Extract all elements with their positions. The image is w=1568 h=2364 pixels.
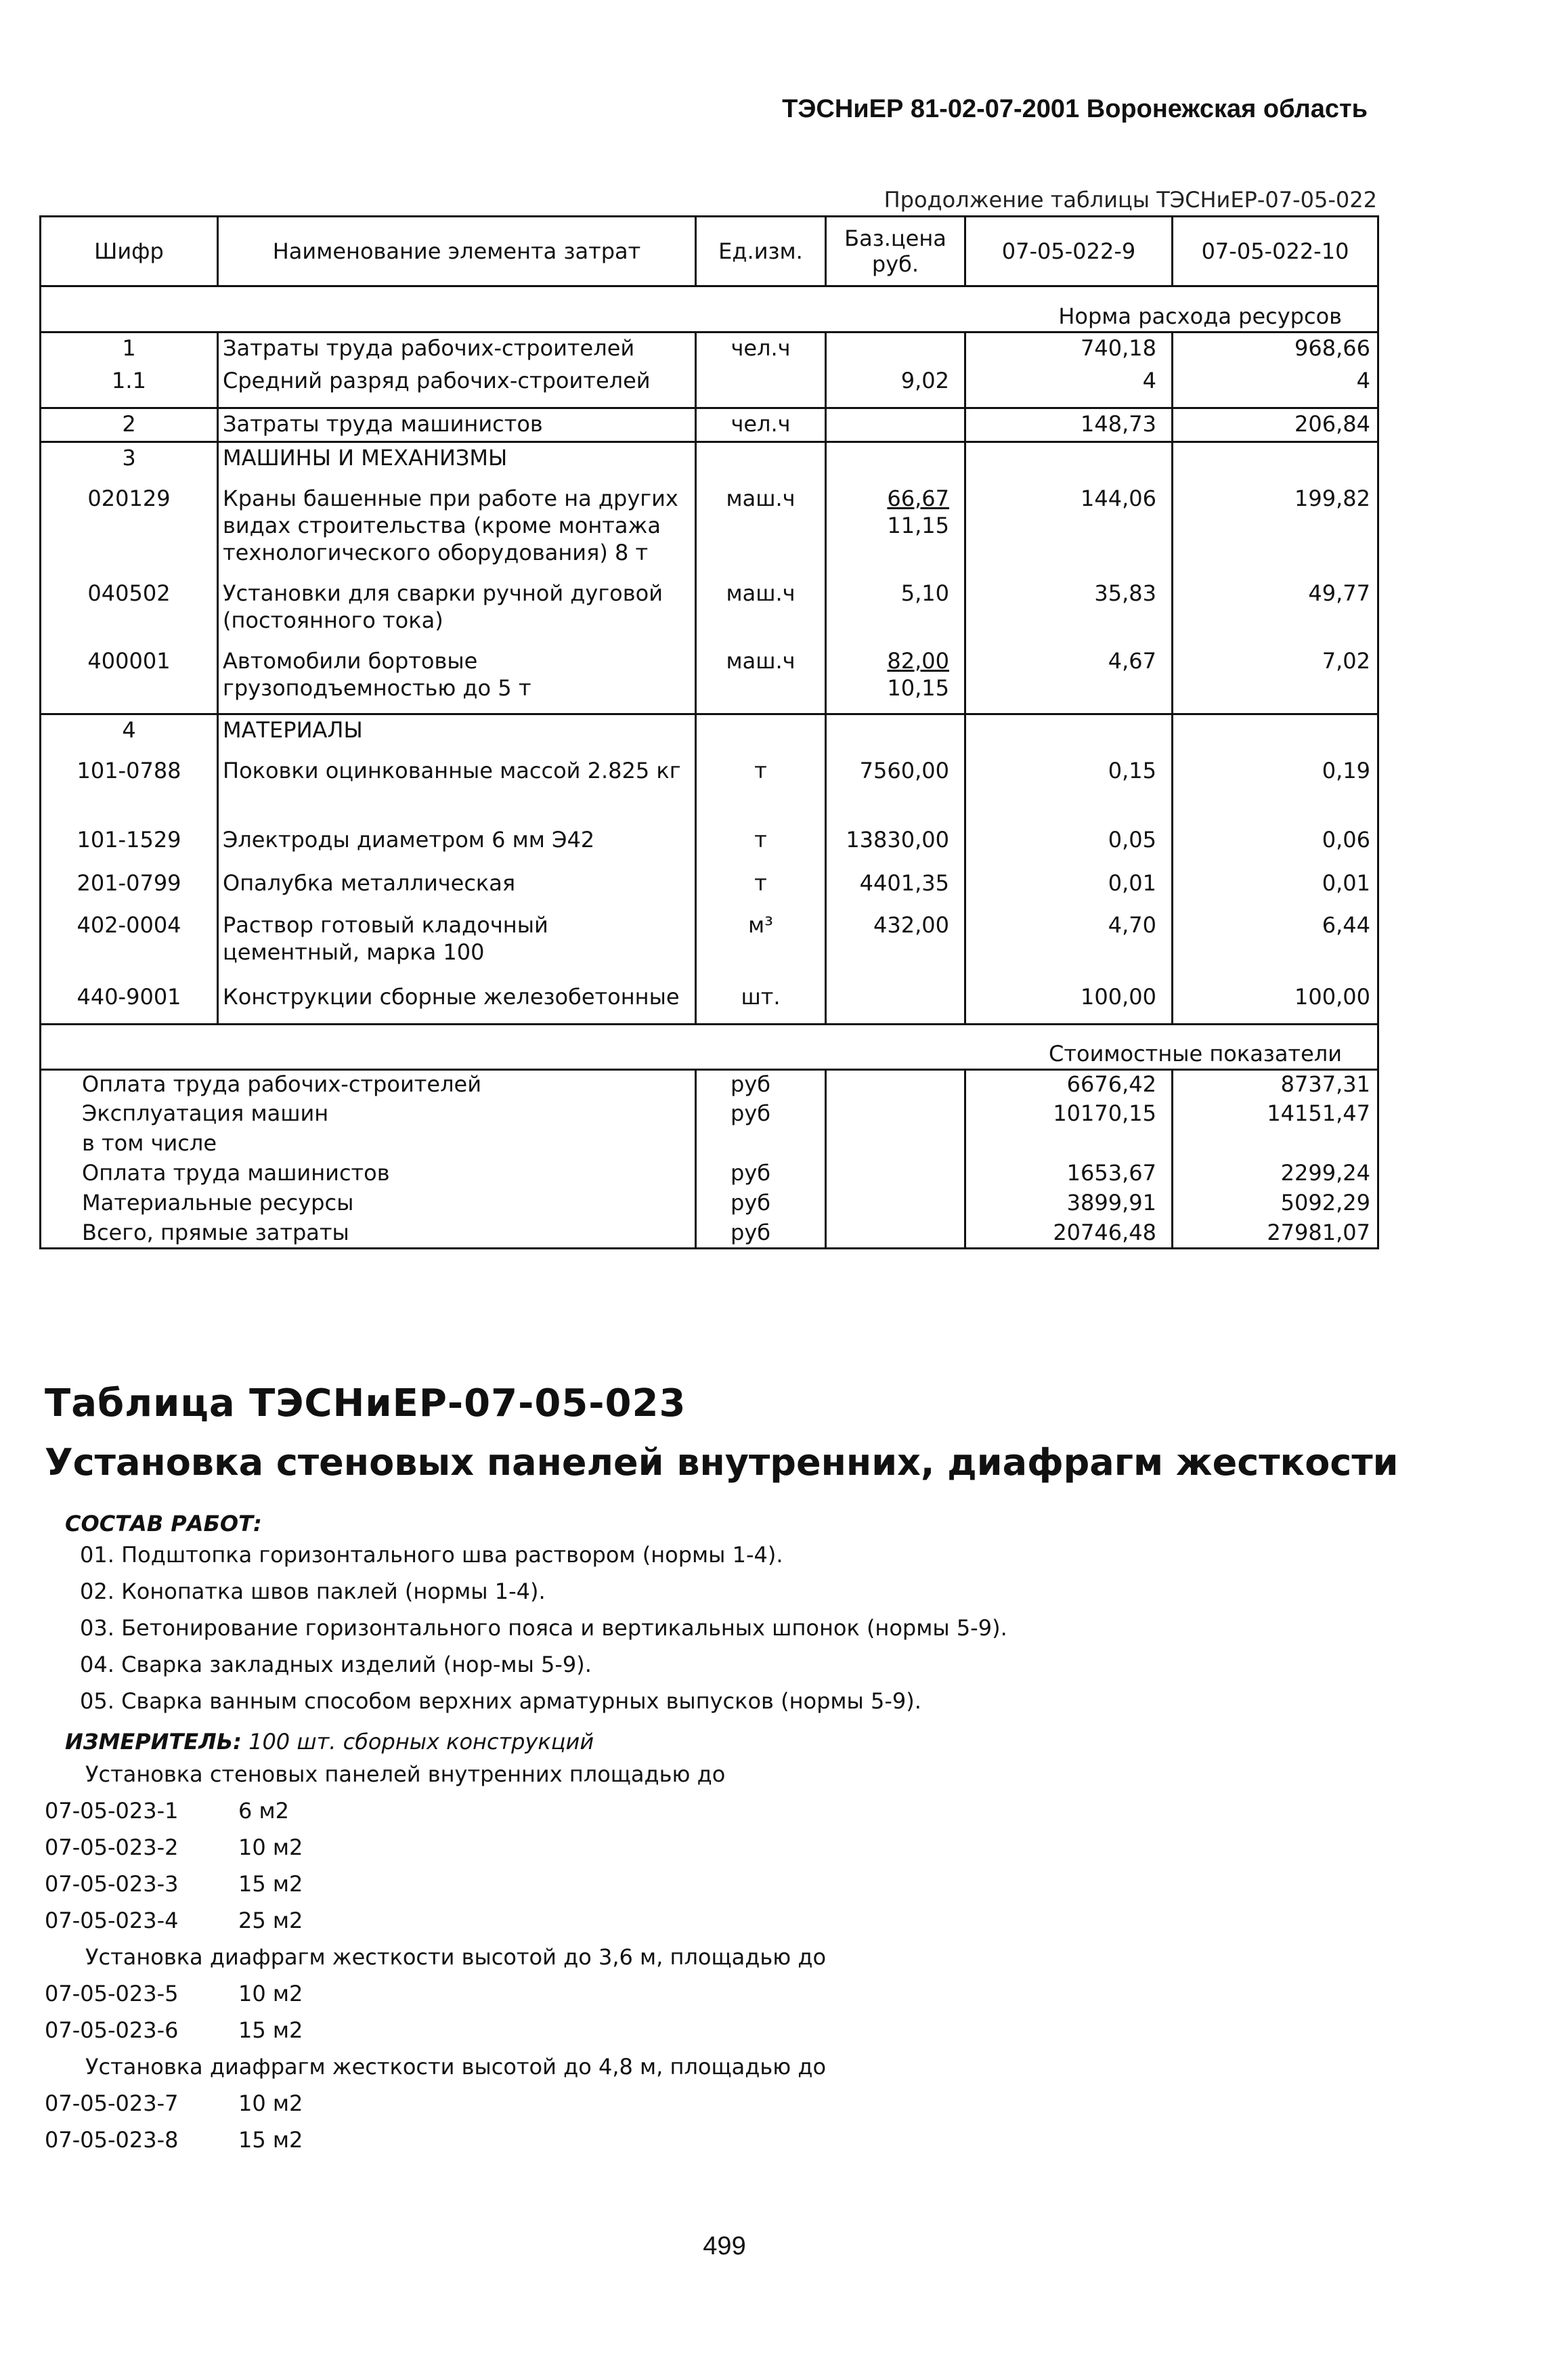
row-value-2: 100,00 (1173, 982, 1378, 1024)
summary-name: Всего, прямые затраты (41, 1219, 696, 1249)
norm-area: 10 м2 (238, 2090, 303, 2116)
row-value-1: 148,73 (965, 408, 1173, 442)
row-code: 400001 (41, 646, 218, 714)
row-price (826, 646, 965, 714)
summary-name: Материальные ресурсы (41, 1189, 696, 1219)
measure-line (65, 1728, 594, 1755)
row-price (826, 578, 965, 646)
summary-row (41, 1219, 1378, 1249)
row-value-1: 740,18 (965, 332, 1173, 366)
norm-area: 25 м2 (238, 1908, 303, 1933)
row-price-value: 13830,00 (846, 827, 949, 853)
row-price (826, 332, 965, 366)
resource-table (39, 215, 1379, 1249)
row-value-1: 35,83 (965, 578, 1173, 646)
norm-area: 15 м2 (238, 1871, 303, 1897)
table-row (41, 756, 1378, 825)
summary-unit: руб (696, 1100, 826, 1130)
header-unit: Ед.изм. (696, 217, 826, 286)
summary-value-1: 20746,48 (965, 1219, 1173, 1249)
row-unit: маш.ч (696, 483, 826, 578)
row-unit (696, 366, 826, 408)
row-name: Конструкции сборные железобетонные (218, 982, 696, 1024)
summary-value-2: 27981,07 (1173, 1219, 1378, 1249)
norm-item (45, 1980, 1128, 2017)
row-value-2 (1173, 442, 1378, 483)
row-name: Средний разряд рабочих-строителей (218, 366, 696, 408)
row-name: МАТЕРИАЛЫ (218, 714, 696, 756)
norm-code: 07-05-023-4 (45, 1908, 179, 1933)
summary-value-2: 5092,29 (1173, 1189, 1378, 1219)
row-price-value: 5,10 (900, 580, 949, 606)
summary-value-1: 3899,91 (965, 1189, 1173, 1219)
row-code: 1 (41, 332, 218, 366)
norm-area: 15 м2 (238, 2127, 303, 2153)
row-unit: т (696, 825, 826, 868)
row-value-2: 7,02 (1173, 646, 1378, 714)
norm-item (45, 1870, 1128, 1907)
row-price-extra: 11,15 (887, 513, 949, 538)
row-price (826, 714, 965, 756)
row-value-2: 4 (1173, 366, 1378, 408)
row-value-1: 0,15 (965, 756, 1173, 825)
norm-code: 07-05-023-5 (45, 1981, 179, 2006)
norm-code: 07-05-023-6 (45, 2017, 179, 2043)
summary-unit: руб (696, 1159, 826, 1189)
row-unit (696, 442, 826, 483)
summary-row (41, 1130, 1378, 1159)
row-name: Раствор готовый кладочный цементный, марка 100 (218, 910, 696, 982)
row-value-1: 144,06 (965, 483, 1173, 578)
summary-unit: руб (696, 1189, 826, 1219)
norm-label-row (41, 301, 1378, 332)
row-value-1: 4,70 (965, 910, 1173, 982)
row-unit: м³ (696, 910, 826, 982)
summary-value-1 (965, 1130, 1173, 1159)
row-price-value: 9,02 (900, 368, 949, 393)
row-value-2 (1173, 714, 1378, 756)
row-value-1: 4 (965, 366, 1173, 408)
norm-item (45, 2126, 1128, 2163)
row-name: Затраты труда рабочих-строителей (218, 332, 696, 366)
summary-row (41, 1159, 1378, 1189)
row-price (826, 982, 965, 1024)
summary-price (826, 1189, 965, 1219)
summary-name: Оплата труда машинистов (41, 1159, 696, 1189)
works-label: СОСТАВ РАБОТ: (65, 1511, 262, 1536)
row-value-1: 0,01 (965, 868, 1173, 910)
norm-groups (45, 1761, 1128, 2163)
summary-unit: руб (696, 1070, 826, 1100)
works-list (80, 1541, 1007, 1724)
work-item: 01. Подштопка горизонтального шва раствором (нормы 1-4). (80, 1542, 783, 1568)
norm-area: 10 м2 (238, 1981, 303, 2006)
row-price (826, 756, 965, 825)
row-unit: т (696, 756, 826, 825)
row-name: Краны башенные при работе на других видах строительства (кроме монтажа технологического оборудования) 8 т (218, 483, 696, 578)
table2-title: Таблица ТЭСНиЕР-07-05-023 (45, 1381, 687, 1425)
norm-item (45, 1797, 1128, 1834)
continuation-caption: Продолжение таблицы ТЭСНиЕР-07-05-022 (884, 187, 1377, 213)
group-heading: Установка диафрагм жесткости высотой до 4,8 м, площадью до (85, 2054, 827, 2080)
row-code: 440-9001 (41, 982, 218, 1024)
header-code: Шифр (41, 217, 218, 286)
summary-value-2: 2299,24 (1173, 1159, 1378, 1189)
row-unit: чел.ч (696, 332, 826, 366)
header-col1: 07-05-022-9 (965, 217, 1173, 286)
row-code: 040502 (41, 578, 218, 646)
row-unit: чел.ч (696, 408, 826, 442)
table-row (41, 578, 1378, 646)
summary-row (41, 1189, 1378, 1219)
row-code: 3 (41, 442, 218, 483)
resource-rows (41, 332, 1378, 1024)
row-code: 101-1529 (41, 825, 218, 868)
row-value-2: 0,19 (1173, 756, 1378, 825)
norm-area: 10 м2 (238, 1834, 303, 1860)
norm-item (45, 1834, 1128, 1870)
summary-value-1: 6676,42 (965, 1070, 1173, 1100)
summary-unit (696, 1130, 826, 1159)
row-unit: шт. (696, 982, 826, 1024)
row-value-2: 199,82 (1173, 483, 1378, 578)
row-price (826, 366, 965, 408)
table-row (41, 868, 1378, 910)
group-heading: Установка стеновых панелей внутренних площадью до (85, 1761, 726, 1787)
row-name: Опалубка металлическая (218, 868, 696, 910)
page-number: 499 (703, 2232, 746, 2260)
cost-label-row (41, 1039, 1378, 1070)
work-item: 03. Бетонирование горизонтального пояса и вертикальных шпонок (нормы 5-9). (80, 1615, 1007, 1641)
row-value-2: 49,77 (1173, 578, 1378, 646)
row-price-extra: 10,15 (887, 675, 949, 701)
row-price-value: 7560,00 (859, 758, 949, 783)
row-name: Автомобили бортовые грузоподъемностью до 5 т (218, 646, 696, 714)
row-price (826, 868, 965, 910)
spacer-row (41, 286, 1378, 301)
cost-label: Стоимостные показатели (41, 1039, 1378, 1070)
table-row (41, 408, 1378, 442)
summary-name: Оплата труда рабочих-строителей (41, 1070, 696, 1100)
norm-code: 07-05-023-3 (45, 1871, 179, 1897)
norm-code: 07-05-023-8 (45, 2127, 179, 2153)
summary-value-1: 10170,15 (965, 1100, 1173, 1130)
work-item: 05. Сварка ванным способом верхних арматурных выпусков (нормы 5-9). (80, 1688, 921, 1714)
measure-value: 100 шт. сборных конструкций (248, 1729, 594, 1755)
table-row (41, 910, 1378, 982)
row-code: 020129 (41, 483, 218, 578)
row-code: 2 (41, 408, 218, 442)
row-value-2: 206,84 (1173, 408, 1378, 442)
summary-unit: руб (696, 1219, 826, 1249)
row-name: Затраты труда машинистов (218, 408, 696, 442)
norm-item (45, 2017, 1128, 2053)
row-code: 101-0788 (41, 756, 218, 825)
summary-value-2 (1173, 1130, 1378, 1159)
row-unit: т (696, 868, 826, 910)
work-item: 02. Конопатка швов паклей (нормы 1-4). (80, 1578, 546, 1604)
page-header: ТЭСНиЕР 81-02-07-2001 Воронежская область (782, 95, 1368, 123)
row-code: 4 (41, 714, 218, 756)
row-price-value: 432,00 (873, 912, 949, 938)
table-row (41, 646, 1378, 714)
summary-price (826, 1100, 965, 1130)
summary-rows (41, 1070, 1378, 1249)
table2-subtitle: Установка стеновых панелей внутренних, диафрагм жесткости (45, 1441, 1399, 1484)
norm-area: 6 м2 (238, 1798, 290, 1824)
row-price (826, 408, 965, 442)
summary-value-2: 14151,47 (1173, 1100, 1378, 1130)
row-price (826, 910, 965, 982)
norm-item (45, 2090, 1128, 2126)
row-price-value: 66,67 (887, 486, 949, 511)
row-price (826, 825, 965, 868)
row-value-2: 0,01 (1173, 868, 1378, 910)
table-row (41, 982, 1378, 1024)
work-item: 04. Сварка закладных изделий (нор-мы 5-9). (80, 1652, 592, 1677)
summary-value-2: 8737,31 (1173, 1070, 1378, 1100)
row-price-value: 82,00 (887, 648, 949, 674)
norm-code: 07-05-023-2 (45, 1834, 179, 1860)
table-row (41, 825, 1378, 868)
group-heading: Установка диафрагм жесткости высотой до 3,6 м, площадью до (85, 1944, 827, 1970)
row-name: Электроды диаметром 6 мм Э42 (218, 825, 696, 868)
summary-value-1: 1653,67 (965, 1159, 1173, 1189)
row-value-2: 0,06 (1173, 825, 1378, 868)
row-unit (696, 714, 826, 756)
row-price (826, 442, 965, 483)
header-col2: 07-05-022-10 (1173, 217, 1378, 286)
row-value-1 (965, 442, 1173, 483)
norm-area: 15 м2 (238, 2017, 303, 2043)
summary-row (41, 1100, 1378, 1130)
table-row (41, 442, 1378, 483)
header-price: Баз.цена руб. (826, 217, 965, 286)
row-value-2: 6,44 (1173, 910, 1378, 982)
spacer-row (41, 1024, 1378, 1039)
norm-code: 07-05-023-1 (45, 1798, 179, 1824)
row-unit: маш.ч (696, 578, 826, 646)
row-unit: маш.ч (696, 646, 826, 714)
summary-name: Эксплуатация машин (41, 1100, 696, 1130)
summary-price (826, 1130, 965, 1159)
summary-price (826, 1159, 965, 1189)
row-value-1: 100,00 (965, 982, 1173, 1024)
row-name: Поковки оцинкованные массой 2.825 кг (218, 756, 696, 825)
row-code: 1.1 (41, 366, 218, 408)
table-row (41, 332, 1378, 366)
norm-code: 07-05-023-7 (45, 2090, 179, 2116)
row-price-value: 4401,35 (859, 870, 949, 896)
summary-price (826, 1219, 965, 1249)
row-value-2: 968,66 (1173, 332, 1378, 366)
table-row (41, 714, 1378, 756)
row-code: 402-0004 (41, 910, 218, 982)
row-name: Установки для сварки ручной дуговой (постоянного тока) (218, 578, 696, 646)
row-name: МАШИНЫ И МЕХАНИЗМЫ (218, 442, 696, 483)
norm-label: Норма расхода ресурсов (41, 301, 1378, 332)
row-value-1: 4,67 (965, 646, 1173, 714)
summary-price (826, 1070, 965, 1100)
row-price (826, 483, 965, 578)
summary-name: в том числе (41, 1130, 696, 1159)
table-row (41, 366, 1378, 408)
row-value-1 (965, 714, 1173, 756)
row-value-1: 0,05 (965, 825, 1173, 868)
table-header-row (41, 217, 1378, 286)
summary-row (41, 1070, 1378, 1100)
measure-label: ИЗМЕРИТЕЛЬ: (65, 1729, 242, 1755)
row-code: 201-0799 (41, 868, 218, 910)
norm-item (45, 1907, 1128, 1943)
table-row (41, 483, 1378, 578)
header-name: Наименование элемента затрат (218, 217, 696, 286)
